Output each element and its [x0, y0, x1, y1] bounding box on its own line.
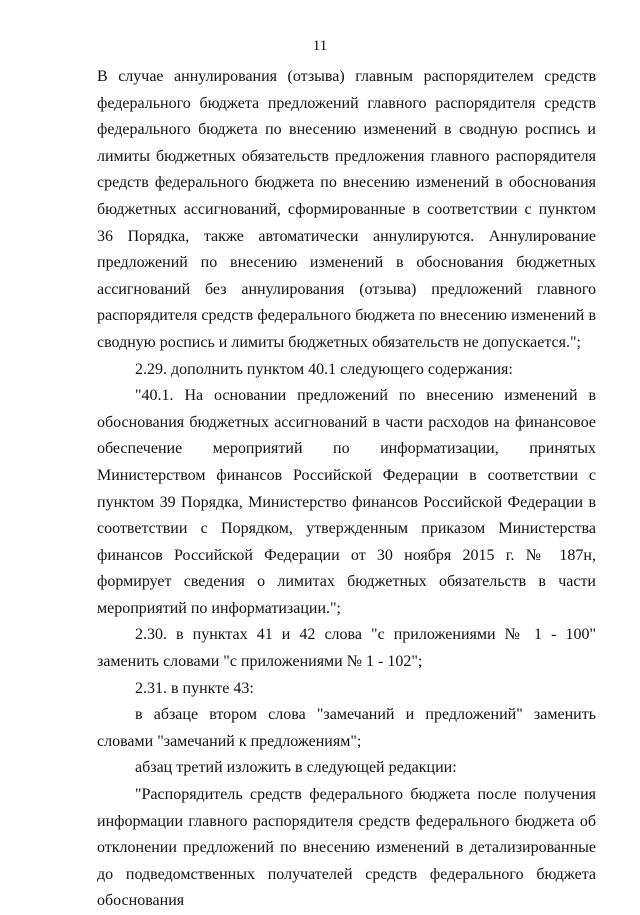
paragraph-2-31: 2.31. в пункте 43: — [135, 679, 254, 697]
paragraph-2-29: 2.29. дополнить пунктом 40.1 следующего содержания: — [135, 360, 513, 378]
paragraph-annulment: В случае аннулирования (отзыва) главным распорядителем средств федерального бюджета предложений главного распорядителя средств федерального бюджета по внесению изменений в сводную роспись и лимиты бюджетных обязательств предложения главного распорядителя средств федерального бюджета по внесению изменений в обоснования бюджетных ассигнований, сформированные в соответствии с пунктом 36 Порядка, также автоматически аннулируются. Аннулирование предложений по внесению изменений в обоснования бюджетных ассигнований без аннулирования (отзыва) предложений главного распорядителя средств федерального бюджета по внесению изменений в сводную роспись и лимиты бюджетных обязательств не допускается."; — [97, 68, 596, 351]
page-number: 11 — [312, 38, 328, 54]
paragraph-2-30: 2.30. в пунктах 41 и 42 слова "с приложениями № 1 - 100" заменить словами "с приложениями № 1 - 102"; — [97, 626, 596, 671]
paragraph-rasporyaditel: "Распорядитель средств федерального бюджета после получения информации главного распорядителя средств федерального бюджета об отклонении предложений по внесению изменений в детализированные до подведомственных получателей средств федерального бюджета обоснования — [97, 786, 596, 910]
paragraph-40-1: "40.1. На основании предложений по внесению изменений в обоснования бюджетных ассигнований в части расходов на финансовое обеспечение мероприятий по информатизации, принятых Министерством финансов Российской Федерации в соответствии с пунктом 39 Порядка, Министерство финансов Российской Федерации в соответствии с Порядком, утвержденным приказом Министерства финансов Российской Федерации от 30 ноября 2015 г. № 187н, формирует сведения о лимитах бюджетных обязательств в части мероприятий по информатизации."; — [97, 387, 596, 617]
paragraph-abzac-vtoroy: в абзаце втором слова "замечаний и предложений" заменить словами "замечаний к предложениям"; — [97, 706, 596, 750]
document-body — [97, 64, 596, 915]
paragraph-abzac-tretiy: абзац третий изложить в следующей редакции: — [135, 759, 457, 777]
